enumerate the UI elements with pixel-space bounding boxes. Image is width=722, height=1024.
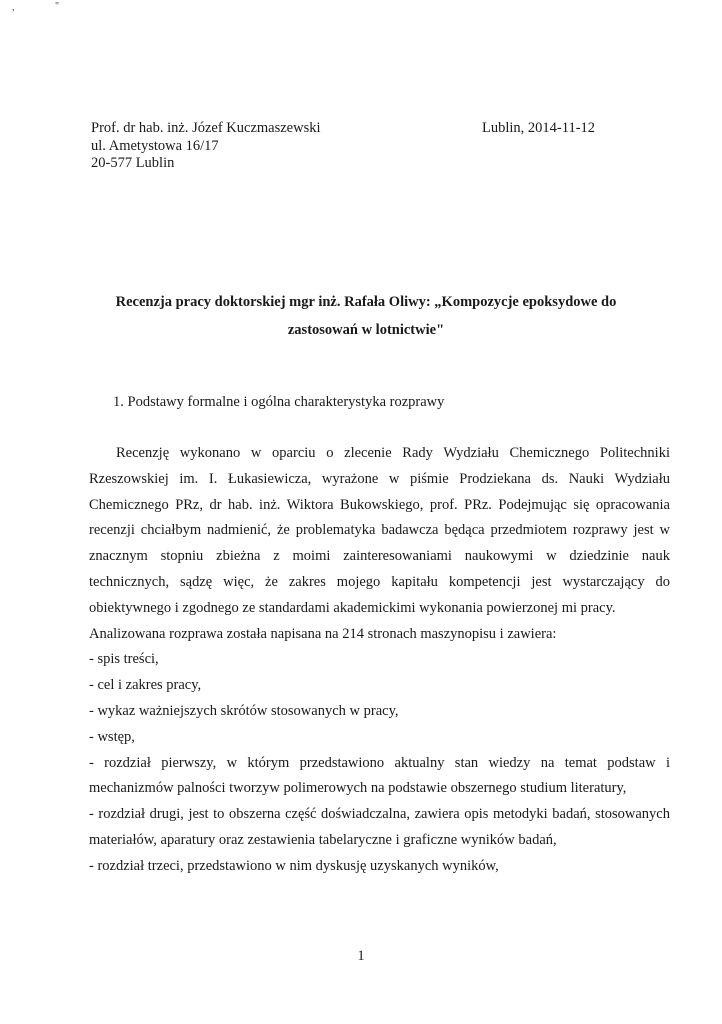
list-item: - wykaz ważniejszych skrótów stosowanych w pracy, (89, 702, 399, 719)
list-item: - rozdział drugi, jest to obszerna część doświadczalna, zawiera opis metodyki badań, stosowanych materiałów, aparatury oraz zestawienia tabelaryczne i graficzne wyników badań, (89, 806, 670, 848)
list-item: - rozdział trzeci, przedstawiono w nim dyskusję uzyskanych wyników, (89, 857, 499, 874)
review-title-line-1: Recenzja pracy doktorskiej mgr inż. Rafała Oliwy: „Kompozycje epoksydowe do (115, 294, 617, 310)
sender-city: 20-577 Lublin (91, 155, 175, 171)
list-item: - cel i zakres pracy, (89, 677, 202, 694)
contents-intro: Analizowana rozprawa została napisana na 214 stronach maszynopisu i zawiera: (89, 625, 557, 642)
section-heading: 1. Podstawy formalne i ogólna charakterystyka rozprawy (113, 394, 445, 410)
document-body (89, 441, 670, 880)
page-number: 1 (357, 948, 365, 964)
document-date: Lublin, 2014-11-12 (482, 120, 596, 136)
scan-mark-right: " (55, 1, 60, 12)
list-item: - spis treści, (89, 651, 159, 668)
sender-street: ul. Ametystowa 16/17 (91, 137, 219, 154)
sender-name: Prof. dr hab. inż. Józef Kuczmaszewski (91, 120, 321, 136)
list-item: - rozdział pierwszy, w którym przedstawiono aktualny stan wiedzy na temat podstaw i mechanizmów palności tworzyw polimerowych na podstawie obszernego studium literatury, (89, 754, 670, 797)
review-title (80, 288, 652, 344)
scan-mark-left: , (12, 2, 15, 13)
sender-address (91, 120, 321, 173)
review-title-line-2: zastosowań w lotnictwie" (287, 322, 445, 338)
paragraph-review-basis: Recenzję wykonano w oparciu o zlecenie Rady Wydziału Chemicznego Politechniki Rzeszowskiej im. I. Łukasiewicza, wyrażone w piśmie Prodziekana ds. Nauki Wydziału Chemicznego PRz, dr hab. inż. Wiktora Bukowskiego, prof. PRz. Podejmując się opracowania recenzji chciałbym nadmienić, że problematyka badawcza będąca przedmiotem rozprawy jest w znacznym stopniu zbieżna z moimi zainteresowaniami naukowymi w dziedzinie nauk technicznych, sądzę więc, że zakres mojego kapitału kompetencji jest wystarczający do obiektywnego i zgodnego ze standardami akademickimi wykonania powierzonej mi pracy. (89, 445, 670, 616)
list-item: - wstęp, (89, 728, 135, 745)
